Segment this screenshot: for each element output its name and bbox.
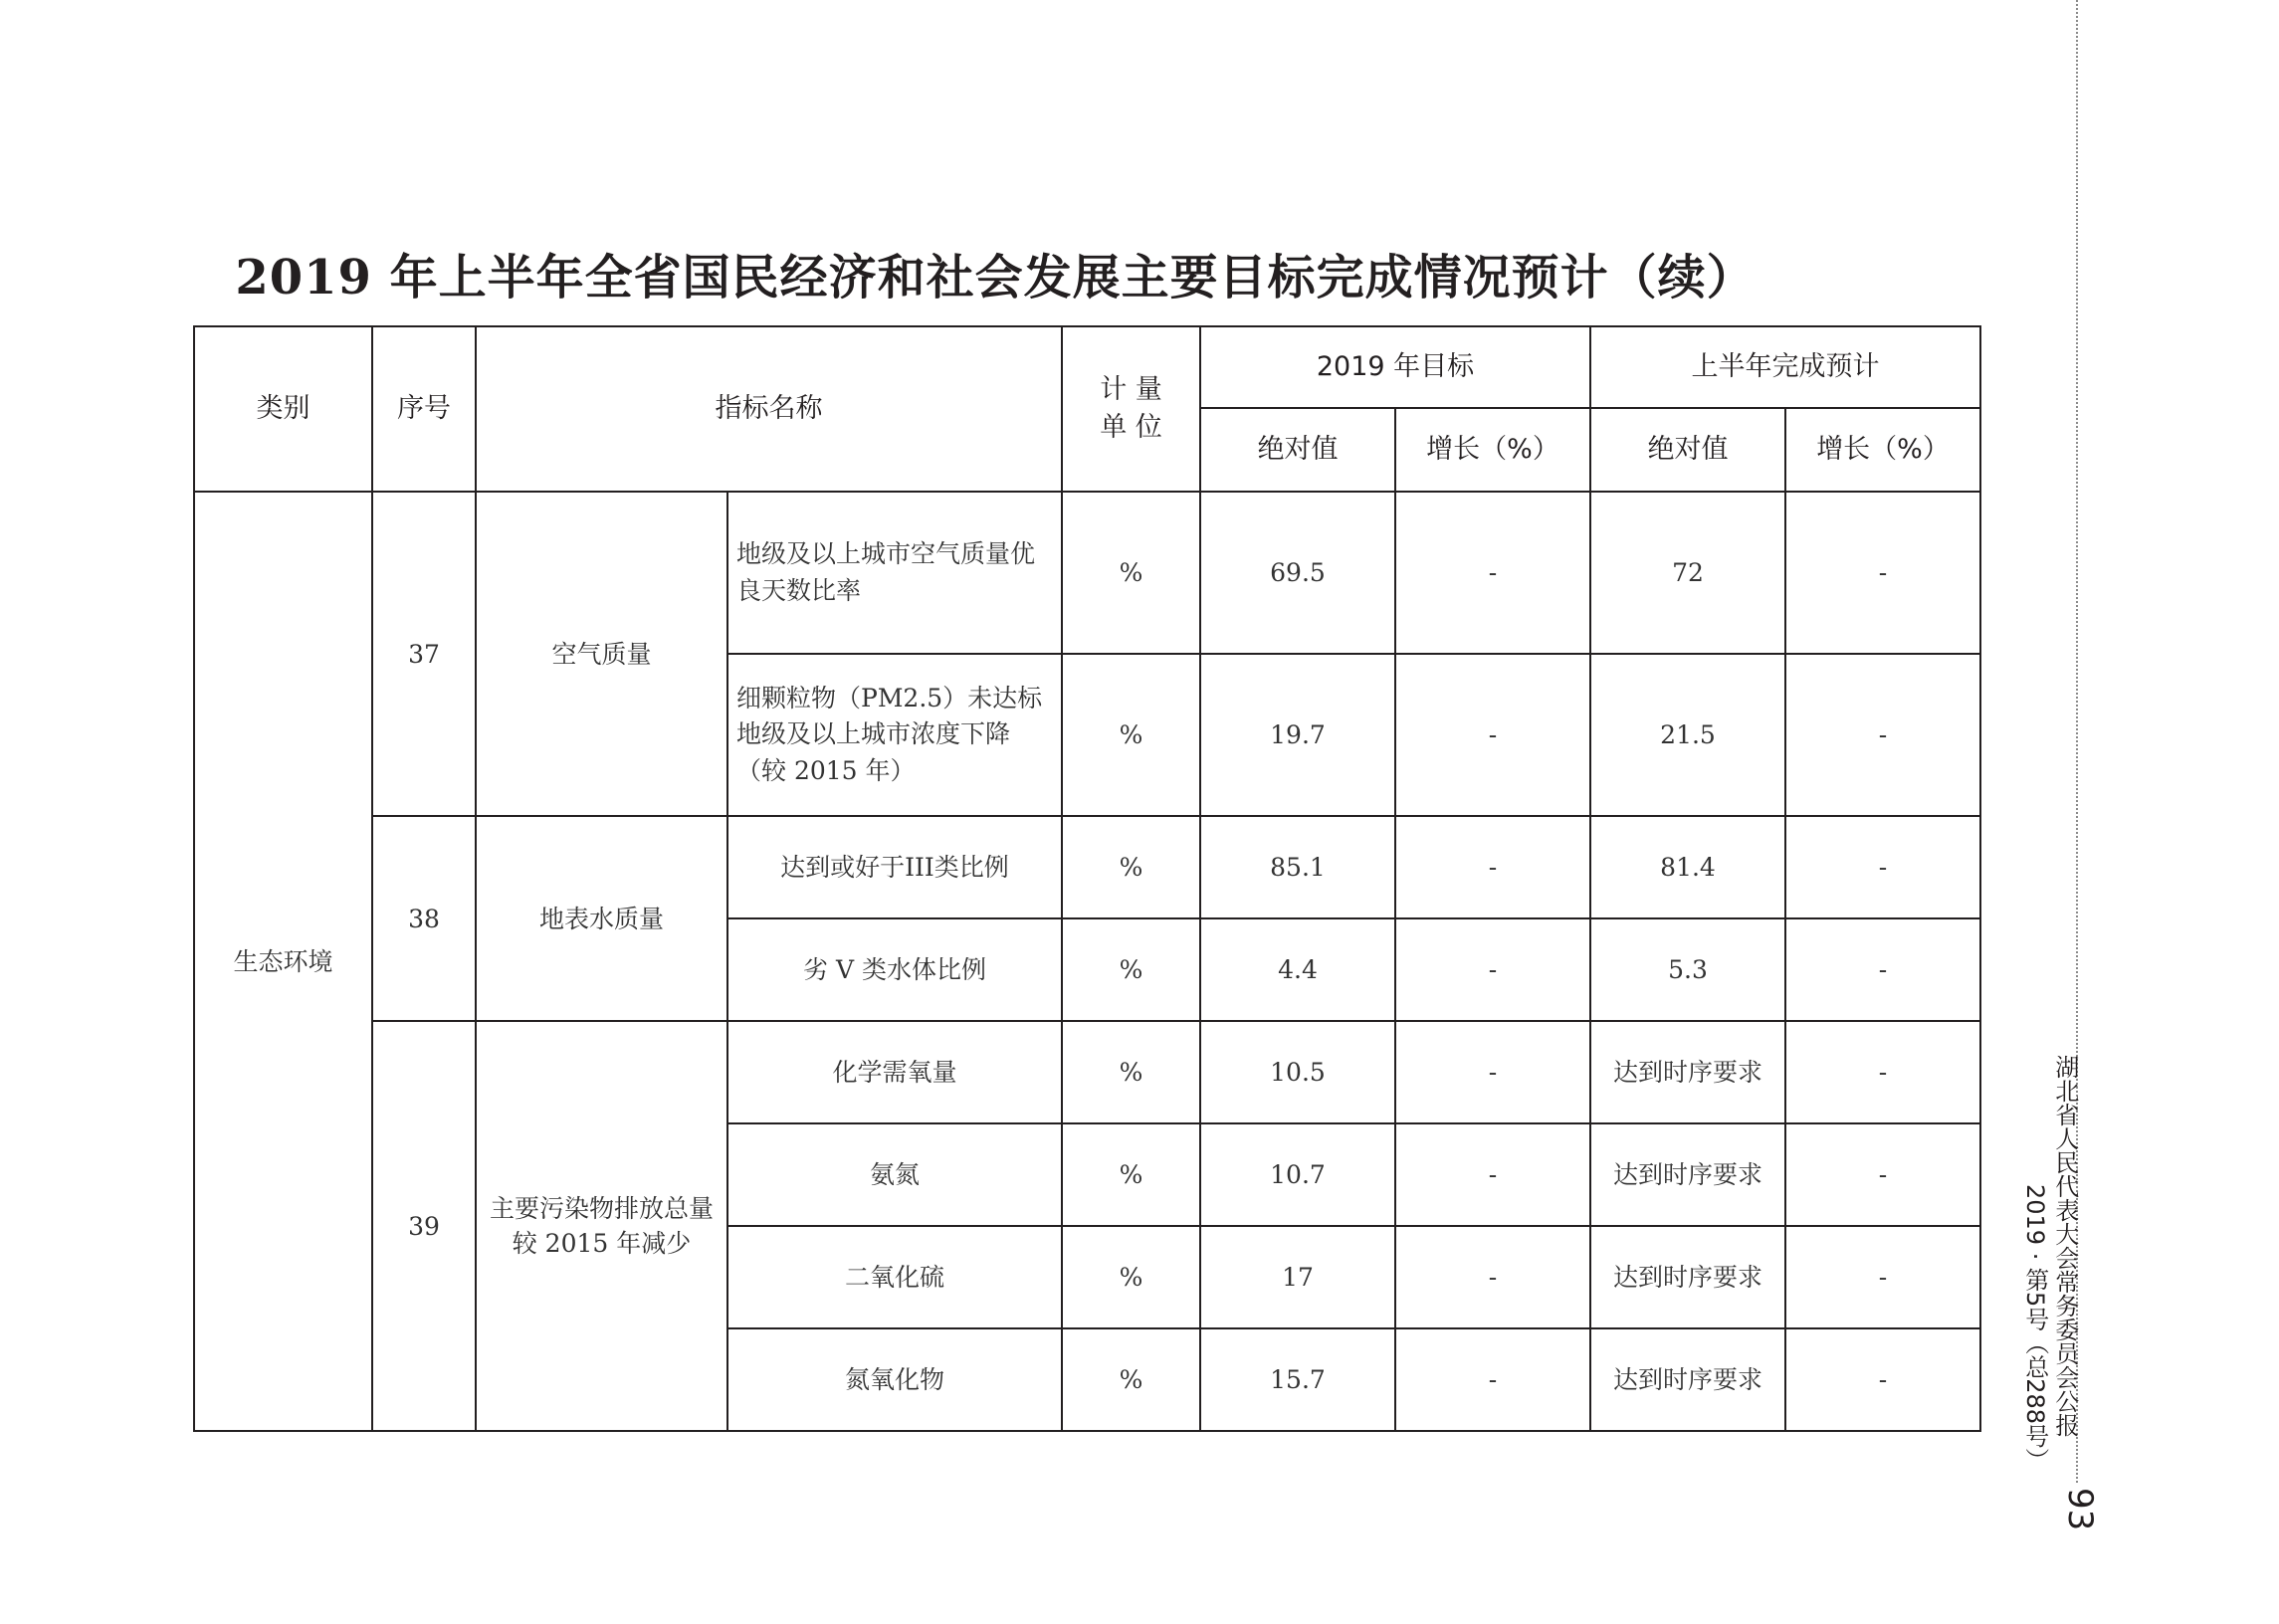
journal-name: 湖北省人民代表大会常务委员会公报: [2050, 1055, 2079, 1437]
target-growth-cell: -: [1395, 918, 1590, 1021]
header-actual-growth: 增长（%）: [1785, 408, 1980, 492]
table-row: [194, 492, 1980, 654]
actual-growth-cell: -: [1785, 1226, 1980, 1328]
actual-growth-cell: -: [1785, 492, 1980, 654]
page-number: 93: [2060, 1488, 2100, 1531]
actual-growth-cell: -: [1785, 1021, 1980, 1123]
unit-cell: %: [1062, 654, 1200, 816]
actual-abs-cell: 81.4: [1590, 816, 1785, 918]
unit-cell: %: [1062, 816, 1200, 918]
actual-abs-cell: 达到时序要求: [1590, 1328, 1785, 1431]
target-abs-cell: 19.7: [1200, 654, 1395, 816]
actual-abs-cell: 72: [1590, 492, 1785, 654]
category-cell: 生态环境: [194, 492, 372, 1431]
target-abs-cell: 15.7: [1200, 1328, 1395, 1431]
indicator-name-cell: 空气质量: [476, 492, 727, 816]
target-abs-cell: 10.7: [1200, 1123, 1395, 1226]
sub-indicator-cell: 达到或好于III类比例: [727, 816, 1062, 918]
unit-cell: %: [1062, 1123, 1200, 1226]
target-abs-cell: 17: [1200, 1226, 1395, 1328]
indicator-name-cell: 地表水质量: [476, 816, 727, 1021]
header-unit-line1: 计 量: [1100, 374, 1162, 406]
header-unit: [1062, 326, 1200, 492]
unit-cell: %: [1062, 492, 1200, 654]
indicator-name-cell: 主要污染物排放总量较 2015 年减少: [476, 1021, 727, 1431]
unit-cell: %: [1062, 1021, 1200, 1123]
actual-abs-cell: 21.5: [1590, 654, 1785, 816]
actual-abs-cell: 达到时序要求: [1590, 1123, 1785, 1226]
header-actual-group: 上半年完成预计: [1590, 326, 1980, 408]
sub-indicator-cell: 二氧化硫: [727, 1226, 1062, 1328]
targets-table: [193, 325, 1981, 1432]
unit-cell: %: [1062, 918, 1200, 1021]
header-target-growth: 增长（%）: [1395, 408, 1590, 492]
target-abs-cell: 10.5: [1200, 1021, 1395, 1123]
actual-abs-cell: 5.3: [1590, 918, 1785, 1021]
unit-cell: %: [1062, 1328, 1200, 1431]
target-growth-cell: -: [1395, 1226, 1590, 1328]
target-abs-cell: 4.4: [1200, 918, 1395, 1021]
seq-cell: 37: [372, 492, 476, 816]
header-target-group: 2019 年目标: [1200, 326, 1590, 408]
actual-growth-cell: -: [1785, 654, 1980, 816]
sub-indicator-cell: 细颗粒物（PM2.5）未达标地级及以上城市浓度下降（较 2015 年）: [727, 654, 1062, 816]
seq-cell: 39: [372, 1021, 476, 1431]
header-target-abs: 绝对值: [1200, 408, 1395, 492]
table-row: [194, 816, 1980, 918]
header-indicator: 指标名称: [476, 326, 1062, 492]
header-unit-line2: 单 位: [1100, 412, 1162, 443]
issue-number: 2019 · 第5号（总288号）: [2020, 1184, 2049, 1473]
sub-indicator-cell: 地级及以上城市空气质量优良天数比率: [727, 492, 1062, 654]
unit-cell: %: [1062, 1226, 1200, 1328]
table-row: [194, 1021, 1980, 1123]
actual-growth-cell: -: [1785, 918, 1980, 1021]
target-growth-cell: -: [1395, 816, 1590, 918]
target-growth-cell: -: [1395, 654, 1590, 816]
sub-indicator-cell: 氮氧化物: [727, 1328, 1062, 1431]
seq-cell: 38: [372, 816, 476, 1021]
header-seq: 序号: [372, 326, 476, 492]
header-actual-abs: 绝对值: [1590, 408, 1785, 492]
actual-abs-cell: 达到时序要求: [1590, 1021, 1785, 1123]
actual-abs-cell: 达到时序要求: [1590, 1226, 1785, 1328]
actual-growth-cell: -: [1785, 1328, 1980, 1431]
actual-growth-cell: -: [1785, 1123, 1980, 1226]
sub-indicator-cell: 化学需氧量: [727, 1021, 1062, 1123]
target-growth-cell: -: [1395, 492, 1590, 654]
target-abs-cell: 69.5: [1200, 492, 1395, 654]
actual-growth-cell: -: [1785, 816, 1980, 918]
sub-indicator-cell: 氨氮: [727, 1123, 1062, 1226]
target-abs-cell: 85.1: [1200, 816, 1395, 918]
sub-indicator-cell: 劣 V 类水体比例: [727, 918, 1062, 1021]
page-title: 2019 年上半年全省国民经济和社会发展主要目标完成情况预计（续）: [235, 250, 1756, 305]
header-category: 类别: [194, 326, 372, 492]
target-growth-cell: -: [1395, 1328, 1590, 1431]
target-growth-cell: -: [1395, 1123, 1590, 1226]
target-growth-cell: -: [1395, 1021, 1590, 1123]
